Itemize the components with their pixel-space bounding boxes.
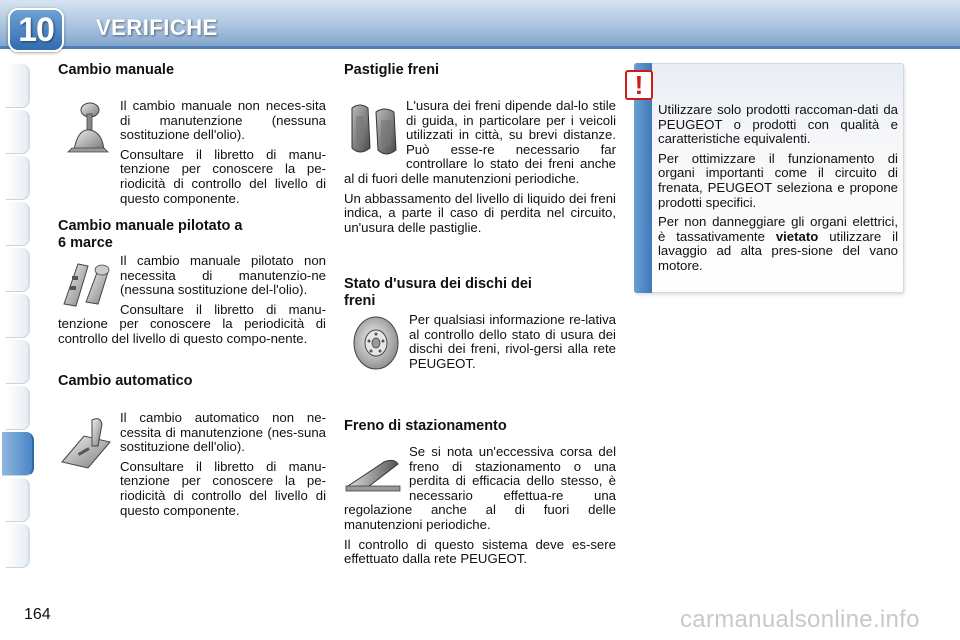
paragraph: Il cambio automatico non ne-cessita di manutenzione (nes-suna sostituzione dell'olio). bbox=[120, 410, 326, 455]
page-number: 164 bbox=[24, 606, 51, 623]
text-block-dischi-freni bbox=[409, 313, 616, 376]
title-line: freni bbox=[344, 293, 376, 309]
section-title-cambio-automatico: Cambio automatico bbox=[58, 373, 193, 389]
chapter-tab-6[interactable] bbox=[6, 294, 30, 338]
text-run: utilizzare il lavaggio ad alta pres-sione del vano motore. bbox=[658, 228, 898, 273]
chapter-tab-strip bbox=[0, 64, 36, 576]
paragraph: Utilizzare solo prodotti raccoman-dati da PEUGEOT o prodotti con qualità e caratteristiche equivalenti. bbox=[658, 102, 898, 147]
paragraph-text: Se si nota un'eccessiva corsa del freno di stazionamento o una perdita di efficacia dello stesso, è necessario effettua-re una regolazione anche al di fuori delle manutenzioni periodiche. bbox=[344, 444, 616, 532]
section-title-cambio-manuale: Cambio manuale bbox=[58, 62, 175, 78]
paragraph: Per ottimizzare il funzionamento di organi importanti come il circuito di frenata, PEUGEOT seleziona e propone prodotti specifici. bbox=[658, 150, 898, 210]
paragraph-text: L'usura dei freni dipende dal-lo stile di guida, in particolare per i veicoli utilizzati in città, su brevi distanze. Può esse-re necessario far controllare lo stato dei freni anche al di fuori delle manutenzioni periodiche. bbox=[344, 98, 616, 186]
paragraph: Per qualsiasi informazione re-lativa al controllo dello stato di usura dei dischi dei freni, rivol-gersi alla rete PEUGEOT. bbox=[409, 312, 616, 371]
chapter-tab-4[interactable] bbox=[6, 202, 30, 246]
warning-exclamation-icon bbox=[625, 70, 653, 100]
header-divider bbox=[0, 46, 960, 49]
paragraph bbox=[344, 445, 616, 533]
title-line: Cambio manuale pilotato a bbox=[58, 218, 243, 234]
paragraph: Il cambio manuale pilotato non necessita di manutenzio-ne (nessuna sostituzione del-l'olio). bbox=[120, 253, 326, 298]
text-block-cambio-automatico bbox=[120, 411, 326, 523]
automatic-gearbox-illustration bbox=[58, 412, 114, 470]
paragraph: Consultare il libretto di manu-tenzione per conoscere la pe-riodicità di controllo del livello di questo componente. bbox=[120, 458, 326, 518]
chapter-tab-7[interactable] bbox=[6, 340, 30, 384]
paragraph: Il cambio manuale non neces-sita di manutenzione (nessuna sostituzione dell'olio). bbox=[120, 98, 326, 143]
section-title-dischi-freni bbox=[344, 276, 532, 310]
chapter-tab-12[interactable] bbox=[6, 524, 30, 568]
title-line: 6 marce bbox=[58, 235, 113, 251]
warning-icon-glyph: ! bbox=[634, 70, 644, 100]
warning-box-text bbox=[658, 103, 898, 279]
chapter-tab-5[interactable] bbox=[6, 248, 30, 292]
chapter-tab-11[interactable] bbox=[6, 478, 30, 522]
text-block-cambio-pilotato bbox=[58, 254, 326, 352]
paragraph bbox=[344, 99, 616, 187]
wrap-spacer bbox=[344, 445, 409, 503]
wrap-spacer bbox=[344, 99, 406, 159]
text-block-pastiglie-freni bbox=[344, 99, 616, 240]
chapter-tab-2[interactable] bbox=[6, 110, 30, 154]
paragraph: Consultare il libretto di manu-tenzione per conoscere la pe-riodicità di controllo del livello di questo componente. bbox=[120, 146, 326, 206]
chapter-tab-3[interactable] bbox=[6, 156, 30, 200]
section-title-freno-stazionamento: Freno di stazionamento bbox=[344, 418, 507, 434]
chapter-number: 10 bbox=[18, 10, 54, 49]
text-run: Per non danneggiare gli organi elettrici, è tassativamente bbox=[658, 214, 898, 244]
brake-disc-illustration bbox=[350, 314, 402, 372]
chapter-badge bbox=[8, 8, 64, 52]
chapter-tab-1[interactable] bbox=[6, 64, 30, 108]
title-line: Stato d'usura dei dischi dei bbox=[344, 276, 532, 292]
section-title-pastiglie-freni: Pastiglie freni bbox=[344, 62, 440, 78]
paragraph: Il controllo di questo sistema deve es-sere effettuato dalla rete PEUGEOT. bbox=[344, 536, 616, 567]
manual-gearstick-illustration bbox=[60, 100, 112, 156]
emphasis-vietato: vietato bbox=[775, 228, 819, 244]
chapter-tab-10-active[interactable] bbox=[2, 432, 34, 476]
paragraph bbox=[658, 215, 898, 273]
paragraph: Consultare il libretto di manu-tenzione per conoscere la periodicità di controllo del livello di questo compo-nente. bbox=[58, 301, 326, 346]
text-block-freno-stazionamento bbox=[344, 445, 616, 572]
page-title: VERIFICHE bbox=[96, 15, 218, 40]
watermark: carmanualsonline.info bbox=[680, 606, 920, 633]
section-title-cambio-pilotato bbox=[58, 218, 243, 252]
text-block-cambio-manuale bbox=[120, 99, 326, 211]
chapter-tab-8[interactable] bbox=[6, 386, 30, 430]
paragraph: Un abbassamento del livello di liquido dei freni indica, a parte il caso di perdita nel circuito, un'usura delle pastiglie. bbox=[344, 190, 616, 235]
